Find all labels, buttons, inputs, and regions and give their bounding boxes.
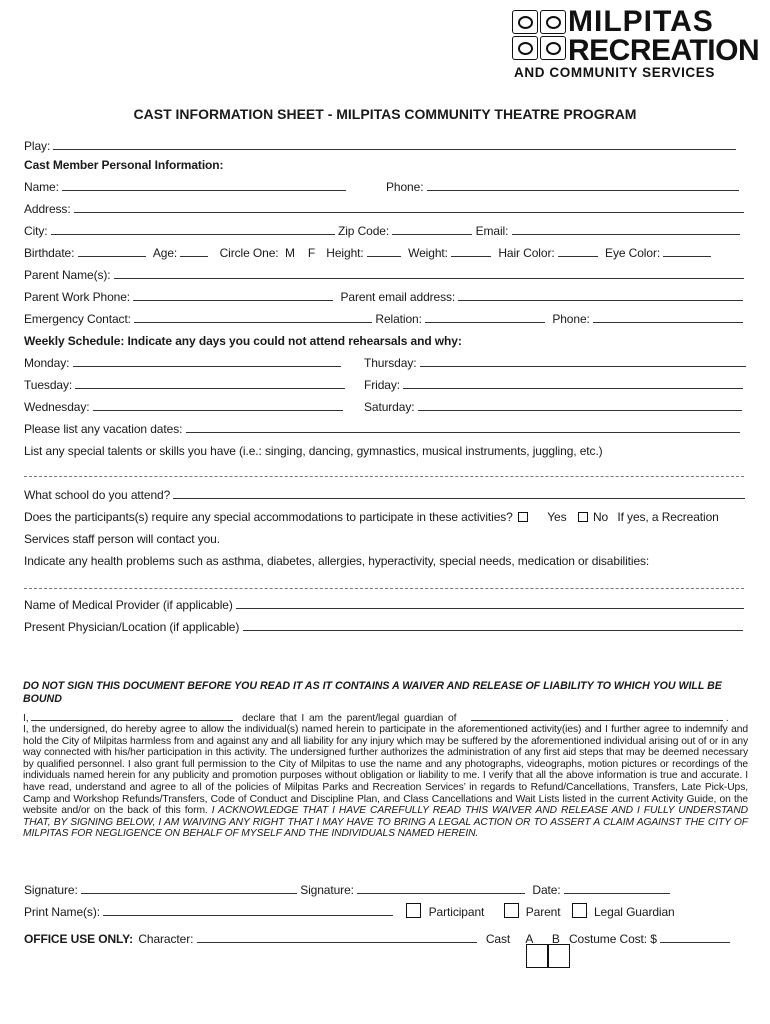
participant-label: Participant bbox=[428, 905, 485, 919]
logo-icon-grid bbox=[512, 10, 566, 58]
costume-cost-label: Costume Cost: $ bbox=[568, 932, 657, 946]
accommodations-yes-checkbox[interactable] bbox=[518, 512, 528, 522]
thursday-row bbox=[364, 356, 746, 370]
name-row bbox=[24, 180, 346, 194]
thursday-field[interactable] bbox=[420, 356, 746, 367]
if-yes-label: If yes, a Recreation bbox=[617, 510, 719, 524]
parent-names-field[interactable] bbox=[114, 268, 744, 279]
monday-field[interactable] bbox=[73, 356, 341, 367]
health-field[interactable] bbox=[24, 588, 744, 589]
hair-color-label: Hair Color: bbox=[498, 246, 555, 260]
city-field[interactable] bbox=[51, 224, 335, 235]
emergency-phone-label: Phone: bbox=[552, 312, 590, 326]
play-field[interactable] bbox=[53, 139, 736, 150]
parent-email-field[interactable] bbox=[458, 290, 743, 301]
friday-label: Friday: bbox=[364, 378, 400, 392]
character-label: Character: bbox=[138, 932, 194, 946]
signature-1-label: Signature: bbox=[24, 883, 78, 897]
saturday-label: Saturday: bbox=[364, 400, 415, 414]
friday-row bbox=[364, 378, 743, 392]
city-row bbox=[24, 224, 740, 238]
monday-row bbox=[24, 356, 341, 370]
office-use-label: OFFICE USE ONLY: bbox=[24, 932, 134, 946]
school-field[interactable] bbox=[173, 488, 745, 499]
talents-label: List any special talents or skills you have (i.e.: singing, dancing, gymnastics, musical instruments, juggling, etc.) bbox=[24, 444, 603, 458]
health-label: Indicate any health problems such as asthma, diabetes, allergies, hyperactivity, special needs, medication or disabilities: bbox=[24, 554, 650, 568]
legal-guardian-label: Legal Guardian bbox=[593, 905, 675, 919]
city-label: City: bbox=[24, 224, 48, 238]
weekly-schedule-heading: Weekly Schedule: Indicate any days you could not attend rehearsals and why: bbox=[24, 334, 462, 348]
birthdate-label: Birthdate: bbox=[24, 246, 75, 260]
costume-cost-field[interactable] bbox=[660, 932, 730, 943]
declare-label: declare that I am the parent/legal guardian of bbox=[242, 713, 457, 724]
declare-i-label: I, bbox=[23, 713, 29, 724]
office-use-row bbox=[24, 932, 730, 946]
character-field[interactable] bbox=[197, 932, 477, 943]
zip-field[interactable] bbox=[392, 224, 472, 235]
logo-line-1: MILPITAS bbox=[568, 5, 714, 38]
monday-label: Monday: bbox=[24, 356, 70, 370]
wednesday-label: Wednesday: bbox=[24, 400, 90, 414]
birthdate-row bbox=[24, 246, 711, 260]
signature-2-field[interactable] bbox=[357, 883, 525, 894]
page-title: CAST INFORMATION SHEET - MILPITAS COMMUNITY THEATRE PROGRAM bbox=[133, 106, 637, 122]
name-label: Name: bbox=[24, 180, 59, 194]
vacation-label: Please list any vacation dates: bbox=[24, 422, 183, 436]
emergency-contact-field[interactable] bbox=[134, 312, 372, 323]
waiver-acknowledgement: I ACKNOWLEDGE THAT I HAVE CAREFULLY READ THIS WAIVER AND RELEASE AND I FULLY UNDERSTAND THAT, BY SIGNING BELOW, I AM WAIVING ANY RIGHT THAT I MAY HAVE TO BRING A LEGAL ACTION OR TO ASSERT A CLAIM AGAINST THE CITY OF MILPITAS FOR NEGLIGENCE ON BEHALF OF MYSELF AND THE INDIVIDUALS NAMED HEREIN. bbox=[23, 805, 748, 840]
yes-label: Yes bbox=[547, 510, 567, 524]
saturday-row bbox=[364, 400, 742, 414]
wednesday-field[interactable] bbox=[93, 400, 343, 411]
relation-label: Relation: bbox=[375, 312, 422, 326]
parent-names-label: Parent Name(s): bbox=[24, 268, 111, 282]
friday-field[interactable] bbox=[403, 378, 743, 389]
email-field[interactable] bbox=[512, 224, 740, 235]
guardian-of-field[interactable] bbox=[471, 712, 723, 721]
play-row bbox=[24, 139, 736, 153]
phone-row bbox=[386, 180, 739, 194]
accommodations-row bbox=[24, 510, 719, 524]
saturday-field[interactable] bbox=[418, 400, 742, 411]
logo-line-2: RECREATION bbox=[568, 34, 760, 67]
phone-field[interactable] bbox=[427, 180, 739, 191]
school-row bbox=[24, 488, 745, 502]
email-label: Email: bbox=[475, 224, 509, 238]
signature-2-label: Signature: bbox=[300, 883, 354, 897]
emergency-contact-row bbox=[24, 312, 743, 326]
legal-guardian-checkbox[interactable] bbox=[572, 903, 587, 918]
parent-work-phone-label: Parent Work Phone: bbox=[24, 290, 131, 304]
wednesday-row bbox=[24, 400, 343, 414]
gender-circle-label[interactable]: Circle One: M F bbox=[219, 246, 316, 260]
school-label: What school do you attend? bbox=[24, 488, 171, 502]
talents-field[interactable] bbox=[24, 476, 744, 477]
physician-label: Present Physician/Location (if applicable) bbox=[24, 620, 240, 634]
weight-label: Weight: bbox=[408, 246, 448, 260]
parent-email-label: Parent email address: bbox=[340, 290, 456, 304]
physician-field[interactable] bbox=[243, 620, 743, 631]
eye-color-label: Eye Color: bbox=[605, 246, 661, 260]
staff-contact-text: Services staff person will contact you. bbox=[24, 532, 220, 546]
cast-a-label: A bbox=[525, 932, 533, 946]
birthdate-field[interactable] bbox=[78, 246, 146, 257]
physician-row bbox=[24, 620, 743, 634]
waiver-text bbox=[23, 724, 748, 840]
play-label: Play: bbox=[24, 139, 51, 153]
milpitas-logo bbox=[512, 5, 760, 80]
parent-work-phone-row bbox=[24, 290, 743, 304]
waiver-warning: DO NOT SIGN THIS DOCUMENT BEFORE YOU READ IT AS IT CONTAINS A WAIVER AND RELEASE OF LIABILITY TO WHICH YOU WILL BE BOUND bbox=[23, 680, 722, 705]
height-field[interactable] bbox=[367, 246, 401, 257]
cast-a-box[interactable] bbox=[526, 944, 548, 968]
waiver-body: I, the undersigned, do hereby agree to allow the individual(s) named herein to participate in the aforementioned activity(ies) and I further agree to indemnify and hold the City of Milpitas harmless from and against any and all liability for any injury which may be suffered by the aforementioned individual arising out of or in any way connected with his/her participation in this activity. The undersigned further authorizes the administration of any first aid steps that may be deemed necessary by qualified personnel. I also grant full permission to the City of Milpitas to use the name and any photographs, videographs, motion pictures or recordings of the individuals named herein for any publicity and promotion purposes without obligation or liability to me. I verify that all the above information is true and accurate. I have read, understand and agree to all of the policies of Milpitas Parks and Recreation Services’ in regards to Refund/Cancellations, Transfers, Late Pick-Ups, Camp and Workshop Refunds/Transfers, Code of Conduct and Discipline Plan, and Class Cancellations and Wait Lists listed in the current Activity Guide, on the website and/or on the back of this form. bbox=[23, 724, 748, 817]
print-names-field[interactable] bbox=[103, 905, 393, 916]
phone-label: Phone: bbox=[386, 180, 424, 194]
house-icon bbox=[512, 36, 538, 60]
parent-names-row bbox=[24, 268, 744, 282]
medical-provider-field[interactable] bbox=[236, 598, 744, 609]
parent-checkbox[interactable] bbox=[504, 903, 519, 918]
parent-work-phone-field[interactable] bbox=[133, 290, 333, 301]
age-label: Age: bbox=[152, 246, 178, 260]
parent-label: Parent bbox=[525, 905, 561, 919]
print-names-label: Print Name(s): bbox=[24, 905, 100, 919]
thursday-label: Thursday: bbox=[364, 356, 417, 370]
people-icon bbox=[540, 36, 566, 60]
accommodations-label: Does the participants(s) require any special accommodations to participate in these activities? bbox=[24, 510, 513, 524]
weight-field[interactable] bbox=[451, 246, 491, 257]
emergency-phone-field[interactable] bbox=[593, 312, 743, 323]
zip-label: Zip Code: bbox=[337, 224, 390, 238]
declare-row bbox=[23, 712, 729, 724]
tuesday-row bbox=[24, 378, 345, 392]
cast-b-label: B bbox=[551, 932, 560, 946]
address-row bbox=[24, 202, 744, 216]
accommodations-no-checkbox[interactable] bbox=[578, 512, 588, 522]
theater-mask-icon bbox=[512, 10, 538, 34]
date-label: Date: bbox=[532, 883, 561, 897]
signature-row bbox=[24, 883, 670, 897]
cast-label: Cast bbox=[485, 932, 511, 946]
print-names-row bbox=[24, 903, 675, 919]
address-label: Address: bbox=[24, 202, 71, 216]
relation-field[interactable] bbox=[425, 312, 545, 323]
medical-provider-label: Name of Medical Provider (if applicable) bbox=[24, 598, 233, 612]
participant-checkbox[interactable] bbox=[406, 903, 421, 918]
face-icon bbox=[540, 10, 566, 34]
personal-info-heading: Cast Member Personal Information: bbox=[24, 158, 224, 172]
vacation-field[interactable] bbox=[186, 422, 740, 433]
height-label: Height: bbox=[326, 246, 364, 260]
age-field[interactable] bbox=[180, 246, 208, 257]
hair-color-field[interactable] bbox=[558, 246, 598, 257]
tuesday-field[interactable] bbox=[75, 378, 345, 389]
eye-color-field[interactable] bbox=[663, 246, 711, 257]
signature-1-field[interactable] bbox=[81, 883, 297, 894]
logo-line-3: AND COMMUNITY SERVICES bbox=[514, 65, 715, 80]
emergency-contact-label: Emergency Contact: bbox=[24, 312, 131, 326]
name-field[interactable] bbox=[62, 180, 346, 191]
address-field[interactable] bbox=[74, 202, 744, 213]
declarant-name-field[interactable] bbox=[31, 712, 233, 721]
vacation-row bbox=[24, 422, 740, 436]
no-label: No bbox=[592, 510, 609, 524]
cast-b-box[interactable] bbox=[548, 944, 570, 968]
tuesday-label: Tuesday: bbox=[24, 378, 73, 392]
date-field[interactable] bbox=[564, 883, 670, 894]
medical-provider-row bbox=[24, 598, 744, 612]
declare-period: . bbox=[725, 713, 729, 724]
